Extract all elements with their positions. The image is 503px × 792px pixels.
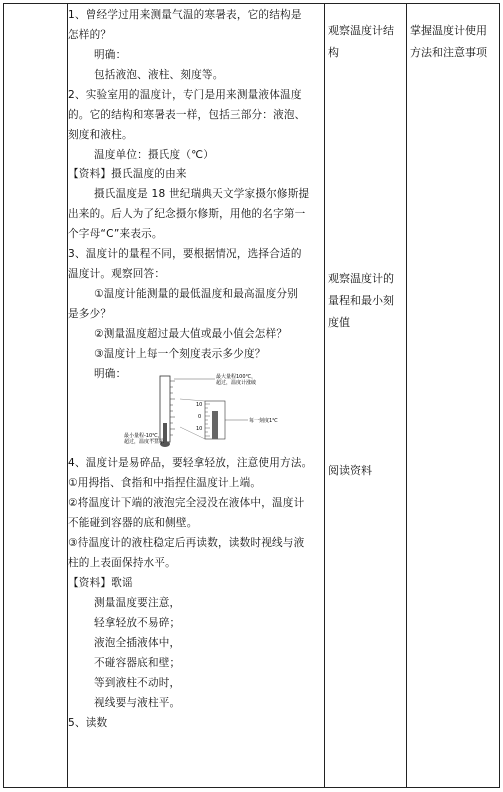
thermometer-scale — [170, 381, 175, 435]
text-line: 明确： — [94, 49, 127, 61]
song-line: 等到液柱不动时， — [94, 677, 181, 689]
text-line: 温度单位：摄氏度（℃） — [94, 149, 215, 161]
text-line: 的。它的结构和寒暑表一样，包括三部分：液泡、 — [68, 109, 306, 121]
zoom-liquid — [212, 411, 218, 439]
max-range-label: 最大量程100℃， — [216, 374, 257, 380]
zoom-guide-line — [180, 399, 205, 401]
tick-value-label: 每一刻度1℃ — [249, 418, 278, 424]
text-line: 出来的。后人为了纪念摄尔修斯，用他的名字第一 — [68, 208, 306, 220]
text-line: 包括液泡、液柱、刻度等。 — [94, 69, 224, 81]
zoom-ticks — [205, 404, 210, 436]
text-line: 刻度和液柱。 — [68, 129, 133, 141]
student-activity-cell — [328, 20, 396, 64]
design-intent-cell — [410, 20, 496, 64]
text-line: 3、温度计的量程不同，要根据情况，选择合适的 — [68, 248, 302, 260]
activity-text: 量程和最小刻 — [328, 294, 394, 307]
tick-label: 10 — [196, 402, 203, 408]
text-line: 1、曾经学过用来测量气温的寒暑表，它的结构是 — [68, 9, 302, 21]
activity-text: 度值 — [328, 316, 350, 329]
text-line: ②测量温度超过最大值或最小值会怎样？ — [94, 328, 288, 340]
text-line: ①用拇指、食指和中指捏住温度计上端。 — [68, 477, 262, 489]
min-range-label: 超过，温度不显示 — [124, 439, 165, 445]
text-line: 个字母“C”来表示。 — [68, 228, 163, 240]
column-divider — [406, 4, 407, 787]
song-line: 液泡全插液体中， — [94, 637, 181, 649]
text-line: 柱的上表面保持水平。 — [68, 557, 176, 569]
text-line: 【资料】摄氏温度的由来 — [68, 168, 187, 180]
song-line: 视线要与液柱平。 — [94, 697, 181, 709]
text-line: 怎样的？ — [68, 29, 112, 41]
text-line: 5、读数 — [68, 717, 108, 729]
student-activity-cell — [328, 268, 396, 334]
text-line: ③待温度计的液柱稳定后再读数，读数时视线与液 — [68, 537, 305, 549]
song-line: 不碰容器底和壁； — [94, 657, 181, 669]
activity-text: 阅读资料 — [328, 464, 372, 477]
activity-text: 构 — [328, 46, 339, 59]
song-line: 轻拿轻放不易碎； — [94, 617, 181, 629]
thermometer-diagram — [124, 371, 330, 451]
text-line: 4、温度计是易碎品，要轻拿轻放，注意使用方法。 — [68, 457, 313, 469]
goal-text: 方法和注意事项 — [410, 46, 487, 59]
student-activity-cell — [328, 460, 396, 482]
goal-text: 掌握温度计使用 — [410, 24, 487, 37]
text-line: ②将温度计下端的液泡完全浸没在液体中，温度计 — [68, 497, 305, 509]
text-line: 2、实验室用的温度计，专门是用来测量液体温度 — [68, 89, 302, 101]
tick-label: 0 — [198, 414, 202, 420]
min-range-label: 最小量程-10℃， — [124, 433, 163, 439]
text-line: 【资料】歌谣 — [68, 577, 133, 589]
activity-text: 观察温度计的 — [328, 272, 394, 285]
song-line: 测量温度要注意， — [94, 597, 181, 609]
text-line: 是多少？ — [68, 308, 112, 320]
text-line: 不能碰到容器的底和侧壁。 — [68, 517, 198, 529]
text-line: ③温度计上每一个刻度表示多少度？ — [94, 348, 266, 360]
text-line: ①温度计能测量的最低温度和最高温度分别 — [94, 288, 298, 300]
activity-text: 观察温度计结 — [328, 24, 394, 37]
text-line: 摄氏温度是 18 世纪瑞典天文学家摄尔修斯提 — [94, 188, 310, 200]
text-line: 温度计。观察回答： — [68, 268, 166, 280]
tick-label: 10 — [196, 426, 203, 432]
text-line: 明确： — [94, 368, 127, 380]
max-range-label: 超过，温度计涨破 — [216, 380, 257, 386]
